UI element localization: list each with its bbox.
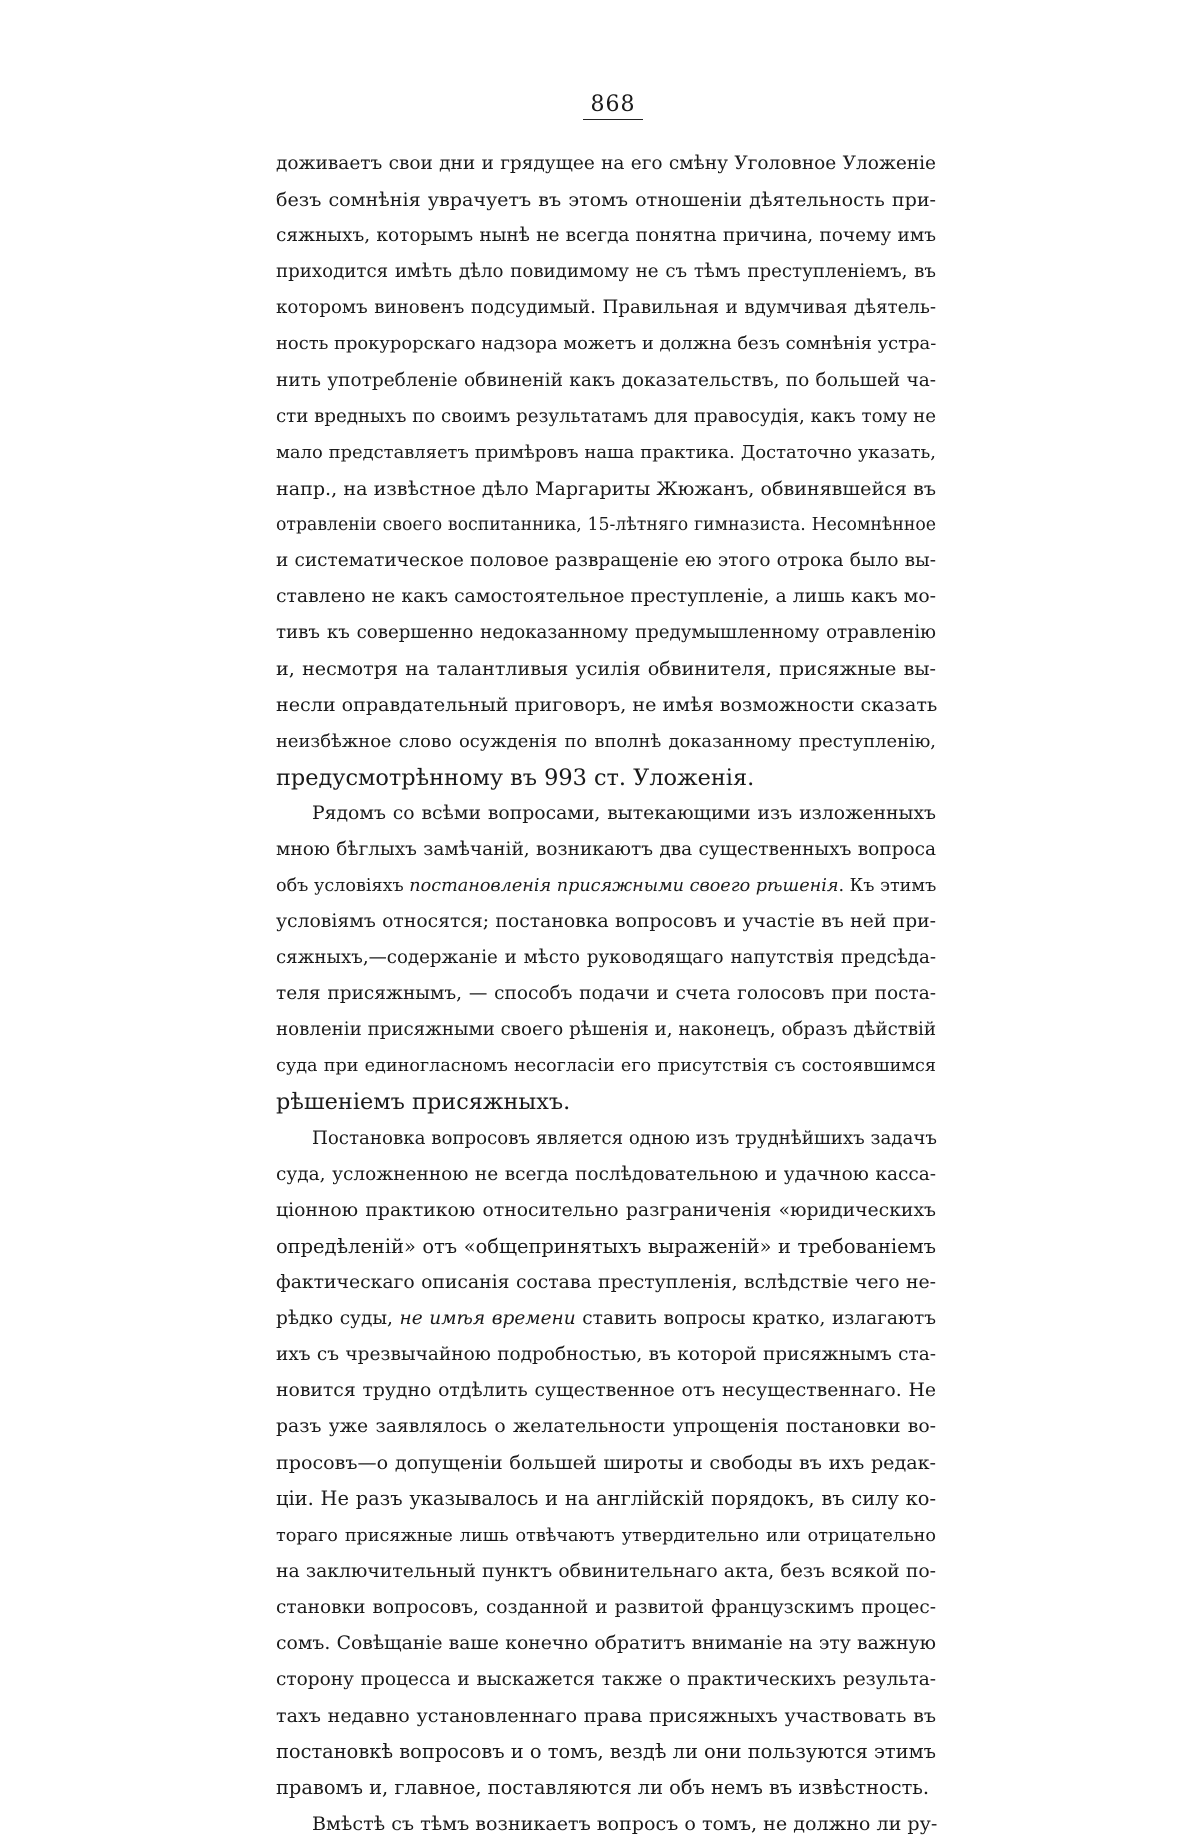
text-line: ціонною практикою относительно разграниченія «юридическихъ <box>276 1199 936 1221</box>
text-line: несли оправдательный приговоръ, не имѣя возможности сказать <box>276 693 938 717</box>
page-number: 868 <box>583 92 643 120</box>
text-line: приходится имѣть дѣло повидимому не съ тѣмъ преступленіемъ, въ <box>276 261 936 283</box>
text-line: новленіи присяжными своего рѣшенія и, наконецъ, образъ дѣйствій <box>276 1019 936 1041</box>
text-line: ихъ съ чрезвычайною подробностью, въ которой присяжнымъ ста- <box>276 1344 936 1366</box>
text-segment: объ условіяхъ <box>276 875 410 896</box>
text-line: правомъ и, главное, поставляются ли объ немъ въ извѣстность. <box>276 1776 930 1800</box>
text-line: сяжныхъ,—содержаніе и мѣсто руководящаго напутствія предсѣда- <box>276 947 936 969</box>
body-text <box>276 146 936 1842</box>
text-line: неизбѣжное слово осужденія по вполнѣ доказанному преступленію, <box>276 730 936 752</box>
text-line: и, несмотря на талантливыя усилія обвинителя, присяжные вы- <box>276 657 936 681</box>
text-segment: ставить вопросы кратко, излагаютъ <box>575 1308 937 1329</box>
italic-phrase: не имѣя времени <box>399 1308 576 1329</box>
text-line: нить употребленіе обвиненій какъ доказательствъ, по большей ча- <box>276 369 936 391</box>
text-line: предусмотрѣнному въ 993 ст. Уложенія. <box>276 764 755 791</box>
text-line: рѣшеніемъ присяжныхъ. <box>276 1089 571 1116</box>
text-line: тивъ къ совершенно недоказанному предумышленному отравленію <box>276 622 936 644</box>
text-line: напр., на извѣстное дѣло Маргариты Жюжанъ, обвинявшейся въ <box>276 476 936 500</box>
text-line: просовъ—о допущеніи большей широты и свободы въ ихъ редак- <box>276 1451 936 1475</box>
text-line: отравленіи своего воспитанника, 15-лѣтняго гимназиста. Несомнѣнное <box>276 514 936 535</box>
text-line <box>276 1301 936 1337</box>
text-line: тахъ недавно установленнаго права присяжныхъ участвовать въ <box>276 1704 936 1728</box>
text-line: разъ уже заявлялось о желательности упрощенія постановки во- <box>276 1416 936 1438</box>
text-line: и систематическое половое развращеніе ею этого отрока было вы- <box>276 550 936 572</box>
text-line: Вмѣстѣ съ тѣмъ возникаетъ вопросъ о томъ, не должно ли ру- <box>312 1812 938 1836</box>
text-line: условіямъ относятся; постановка вопросовъ и участіе въ ней при- <box>276 910 936 932</box>
text-line: Постановка вопросовъ является одною изъ труднѣйшихъ задачъ <box>312 1127 937 1149</box>
text-line: доживаетъ свои дни и грядущее на его смѣну Уголовное Уложеніе <box>276 153 936 174</box>
text-line: ность прокурорскаго надзора можетъ и должна безъ сомнѣнія устра- <box>276 333 937 355</box>
text-line: сяжныхъ, которымъ нынѣ не всегда понятна причина, почему имъ <box>276 225 936 247</box>
text-line: опредѣленій» отъ «общепринятыхъ выраженій» и требованіемъ <box>276 1234 936 1258</box>
text-line: новится трудно отдѣлить существенное отъ несущественнаго. Не <box>276 1380 936 1402</box>
text-line: становки вопросовъ, созданной и развитой французскимъ процес- <box>276 1596 936 1618</box>
text-line: сторону процесса и выскажется также о практическихъ результа- <box>276 1668 936 1690</box>
text-line: суда, усложненною не всегда послѣдовательною и удачною касса- <box>276 1163 936 1185</box>
text-line: суда при единогласномъ несогласіи его присутствія съ состоявшимся <box>276 1056 936 1077</box>
text-line: ціи. Не разъ указывалось и на англійскій порядокъ, въ силу ко- <box>276 1487 936 1511</box>
text-segment: . Къ этимъ <box>838 875 937 896</box>
text-line: сти вредныхъ по своимъ результатамъ для правосудія, какъ тому не <box>276 405 937 427</box>
text-line: фактическаго описанія состава преступленія, вслѣдствіе чего не- <box>276 1271 936 1293</box>
text-line: на заключительный пунктъ обвинительнаго акта, безъ всякой по- <box>276 1560 936 1582</box>
text-line: Рядомъ со всѣми вопросами, вытекающими изъ изложенныхъ <box>312 802 936 824</box>
text-line: которомъ виновенъ подсудимый. Правильная и вдумчивая дѣятель- <box>276 297 936 319</box>
text-line: тораго присяжные лишь отвѣчаютъ утвердительно или отрицательно <box>276 1525 936 1546</box>
text-line: ставлено не какъ самостоятельное преступленіе, а лишь какъ мо- <box>276 586 936 608</box>
text-line: постановкѣ вопросовъ и о томъ, вездѣ ли они пользуются этимъ <box>276 1740 936 1764</box>
text-line: мною бѣглыхъ замѣчаній, возникаютъ два существенныхъ вопроса <box>276 838 936 860</box>
text-line: безъ сомнѣнія уврачуетъ въ этомъ отношеніи дѣятельность при- <box>276 188 936 212</box>
text-line: теля присяжнымъ, — способъ подачи и счета голосовъ при поста- <box>276 983 936 1005</box>
text-line: сомъ. Совѣщаніе ваше конечно обратитъ вниманіе на эту важную <box>276 1632 936 1654</box>
text-line <box>276 868 936 904</box>
italic-phrase: постановленія присяжными своего рѣшенія <box>409 875 839 896</box>
text-line: мало представляетъ примѣровъ наша практика. Достаточно указать, <box>276 441 936 463</box>
text-segment: рѣдко суды, <box>276 1308 400 1329</box>
